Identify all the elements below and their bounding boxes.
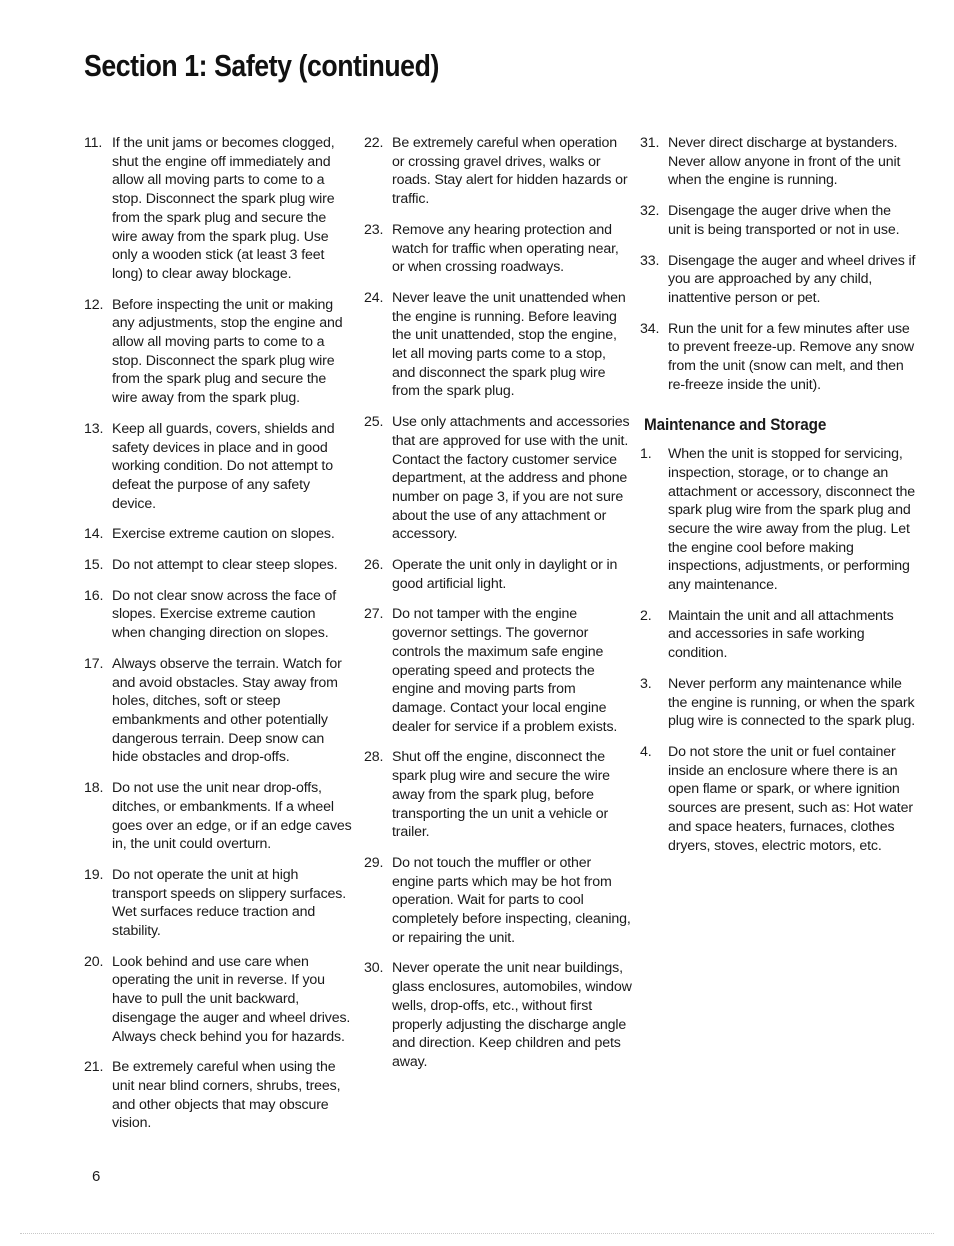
list-item [364,221,632,277]
list-item [84,134,352,284]
item-text: Run the unit for a few minutes after use to prevent freeze-up. Remove any snow from the unit (snow can melt, and then re-freeze inside the unit). [668,320,915,393]
item-text: If the unit jams or becomes clogged, shut the engine off immediately and allow all moving parts to come to a stop. Disconnect the spark plug wire from the spark plug and secure the wire away from the spark plug. Use only a wooden stick (at least 3 feet long) to clear away blockage. [112,135,335,282]
item-text: Do not store the unit or fuel container inside an enclosure where there is an open flame or spark, or where ignition sources are present, such as: Hot water and space heaters, furnaces, clothes dryers, stoves, electric motors, etc. [668,743,913,854]
column-2 [364,134,632,1084]
item-text: Maintain the unit and all attachments and accessories in safe working condition. [668,607,894,662]
item-text: Disengage the auger and wheel drives if you are approached by any child, inattentive person or pet. [668,252,916,306]
list-item [84,420,352,514]
list-item [364,556,632,593]
item-number: 13. [84,420,104,437]
list-item [640,252,916,308]
item-number: 3. [640,675,652,692]
item-number: 22. [364,135,384,151]
list-item [640,445,916,595]
list-item [364,854,632,948]
list-item [640,743,916,855]
safety-list-col-3 [640,134,916,394]
item-number: 21. [84,1059,104,1076]
list-item [640,675,916,731]
safety-list-col-1 [84,134,352,1133]
list-item [84,1058,352,1133]
item-text: Always observe the terrain. Watch for and avoid obstacles. Stay away from holes, ditches, soft or steep embankments and other potentially dangerous terrain. Deep snow can hide obstacles and drop-offs. [112,655,342,766]
item-text: Be extremely careful when operation or crossing gravel drives, walks or roads. Stay alert for hidden hazards or traffic. [392,135,628,208]
item-number: 29. [364,854,384,871]
column-1 [84,134,352,1145]
item-number: 4. [640,743,652,760]
list-item [640,607,916,663]
footer-divider [20,1233,934,1234]
item-text: Do not tamper with the engine governor settings. The governor controls the maximum safe engine operating speed and protects the engine and moving parts from damage. Contact your local engine dealer for service if a problem exists. [392,606,618,735]
item-number: 19. [84,866,104,883]
list-item [84,525,352,544]
item-text: Do not touch the muffler or other engine parts which may be hot from operation. Wait for parts to cool completely before inspecting, cleaning, or repairing the unit. [392,854,631,946]
item-number: 32. [640,203,660,220]
item-text: Keep all guards, covers, shields and safety devices in place and in good working condition. Do not attempt to defeat the purpose of any safety device. [112,420,335,512]
item-number: 18. [84,780,104,797]
item-number: 27. [364,606,384,623]
item-text: Do not operate the unit at high transport speeds on slippery surfaces. Wet surfaces reduce traction and stability. [112,866,347,940]
item-number: 12. [84,296,104,313]
list-item [84,866,352,941]
item-text: Never perform any maintenance while the engine is running, or when the spark plug wire is connected to the spark plug. [668,675,916,730]
page-number: 6 [92,1168,101,1185]
column-3 [640,134,916,867]
list-item [84,556,352,575]
item-text: Remove any hearing protection and watch for traffic when operating near, or when crossing roadways. [392,221,619,276]
item-number: 15. [84,557,104,574]
maintenance-storage-heading: Maintenance and Storage [644,415,827,435]
list-item [84,587,352,643]
item-text: Do not clear snow across the face of slopes. Exercise extreme caution when changing direction on slopes. [112,587,337,642]
item-number: 34. [640,320,660,337]
item-number: 24. [364,289,384,306]
item-text: Exercise extreme caution on slopes. [112,526,335,543]
item-text: Never leave the unit unattended when the engine is running. Before leaving the unit unattended, stop the engine, let all moving parts come to a stop, and disconnect the spark plug wire from the spark plug. [392,289,626,400]
item-text: Never operate the unit near buildings, glass enclosures, automobiles, window wells, drop-offs, etc., without first properly adjusting the discharge angle and direction. Keep children and pets away. [392,960,632,1070]
item-text: When the unit is stopped for servicing, inspection, storage, or to change an attachment or accessory, disconnect the spark plug wire from the spark plug and secure the wire away from the plug. Let the engine cool before making inspections, adjustments, or performing any maintenance. [668,446,916,594]
item-number: 20. [84,953,104,970]
page-title: Section 1: Safety (continued) [84,48,439,83]
item-text: Shut off the engine, disconnect the spark plug wire and secure the wire away from the spark plug, before transporting the un unit a vehicle or trailer. [392,749,610,841]
item-text: Use only attachments and accessories that are approved for use with the unit. Contact the factory customer service department, at the address and phone number on page 3, if you are not sure about the use of any attachment or accessory. [392,414,630,543]
item-number: 31. [640,135,660,151]
item-number: 28. [364,749,384,766]
item-text: Do not use the unit near drop-offs, ditches, or embankments. If a wheel goes over an edge, or if an edge caves in, the unit could overturn. [112,780,352,853]
list-item [364,959,632,1071]
item-number: 11. [84,135,103,151]
item-number: 2. [640,607,652,624]
item-text: Disengage the auger drive when the unit is being transported or not in use. [668,203,900,238]
list-item [640,320,916,395]
item-text: Operate the unit only in daylight or in good artificial light. [392,557,618,592]
maintenance-list [640,445,916,855]
item-number: 1. [640,446,652,463]
item-number: 23. [364,221,384,238]
list-item [640,202,916,239]
item-number: 25. [364,414,384,431]
item-number: 17. [84,655,104,672]
list-item [364,289,632,401]
list-item [84,296,352,408]
list-item [84,779,352,854]
list-item [84,655,352,767]
list-item [364,748,632,842]
item-text: Be extremely careful when using the unit near blind corners, shrubs, trees, and other objects that may obscure vision. [112,1059,341,1132]
item-number: 14. [84,526,104,543]
item-text: Before inspecting the unit or making any adjustments, stop the engine and allow all moving parts to come to a stop. Disconnect the spark plug wire from the spark plug and secure the wire away from the spark plug. [112,296,343,407]
item-number: 30. [364,960,384,977]
item-number: 26. [364,557,384,574]
list-item [364,605,632,736]
item-number: 33. [640,252,660,269]
item-text: Never direct discharge at bystanders. Never allow anyone in front of the unit when the engine is running. [668,135,901,189]
list-item [640,134,916,190]
item-text: Look behind and use care when operating the unit in reverse. If you have to pull the unit backward, disengage the auger and wheel drives. Always check behind you for hazards. [112,953,351,1045]
item-number: 16. [84,587,104,604]
safety-list-col-2 [364,134,632,1072]
list-item [364,134,632,209]
list-item [84,953,352,1047]
item-text: Do not attempt to clear steep slopes. [112,557,338,574]
list-item [364,413,632,544]
